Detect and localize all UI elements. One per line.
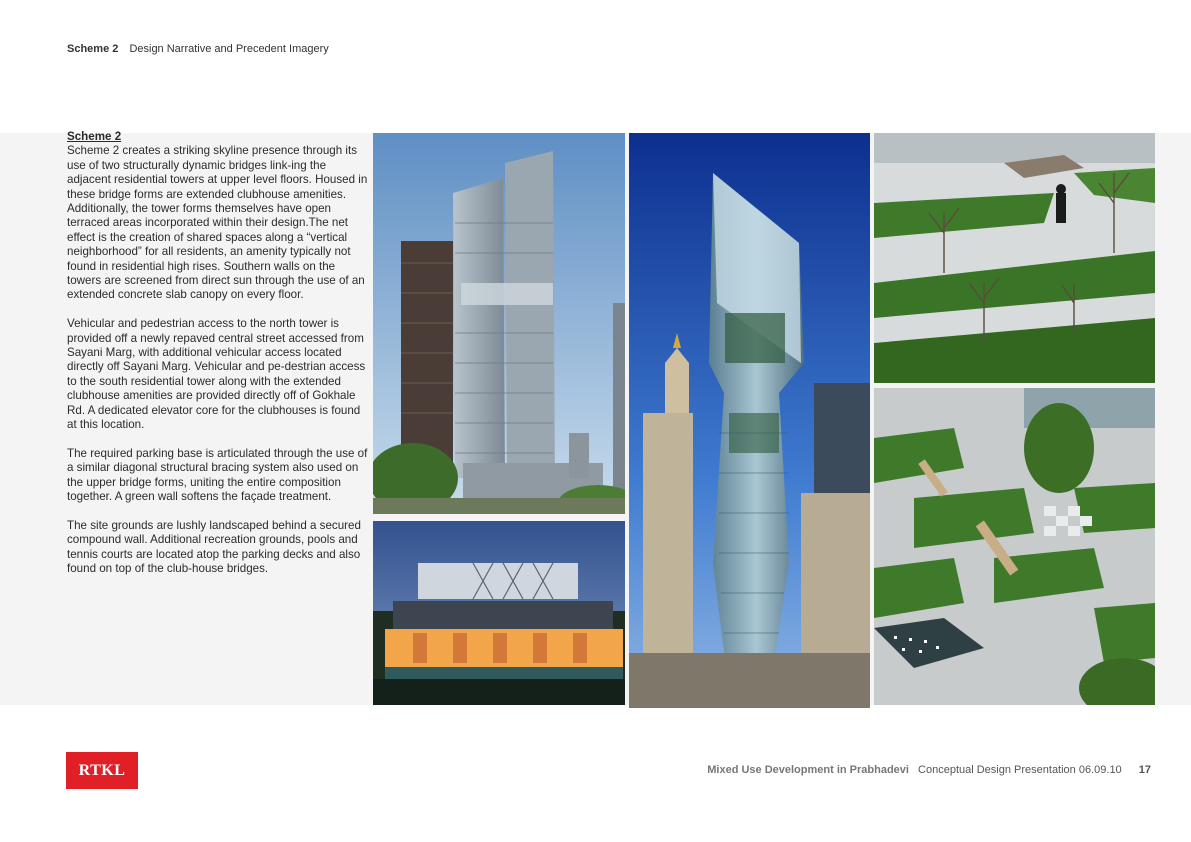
- photo-landscaped-lawns: [874, 133, 1155, 383]
- photo-stacked-building: [373, 521, 625, 705]
- footer-presentation: Conceptual Design Presentation: [918, 764, 1076, 776]
- narrative-paragraph-1: Scheme 2 creates a striking skyline presence through its use of two structurally dynamic bridges link-ing the adjacent residential towers at upper level floors. Housed in these bridge forms are extended clubhouse amenities. Additionally, the tower forms themselves have open terraced areas incorporated within their design.The net effect is the creation of shared spaces along a “vertical neighborhood” for all residents, an amenity typically not found in residential high rises. Southern walls on the towers are screened from direct sun through the use of an extended concrete slab canopy on every floor.: [67, 144, 368, 302]
- narrative-text: [67, 130, 372, 591]
- footer-date: 06.09.10: [1078, 764, 1122, 776]
- header-title: Design Narrative and Precedent Imagery: [129, 43, 329, 55]
- narrative-paragraph-4: The site grounds are lushly landscaped behind a secured compound wall. Additional recreation grounds, pools and tennis courts are located atop the parking decks and also found on top of the club-house bridges.: [67, 518, 361, 576]
- page-number: 17: [1138, 764, 1151, 776]
- rtkl-logo: RTKL: [66, 752, 138, 789]
- photo-glass-tower: [629, 133, 870, 708]
- narrative-paragraph-3: The required parking base is articulated through the use of a similar diagonal structural bracing system also used on the upper bridge forms, uniting the entire composition together. A green wall softens the façade treatment.: [67, 446, 368, 504]
- narrative-heading: Scheme 2: [67, 130, 122, 143]
- header-scheme: Scheme 2: [67, 43, 119, 55]
- footer-project: Mixed Use Development in Prabhadevi: [707, 764, 909, 776]
- page-header: [67, 43, 329, 55]
- page-footer: [707, 764, 1151, 776]
- narrative-paragraph-2: Vehicular and pedestrian access to the north tower is provided off a newly repaved central street accessed from Sayani Marg, with additional vehicular access located directly off Sayani Marg. Vehicular and pe-destrian access to the south residential tower along with the extended clubhouse amenities are provided directly off of Gokhale Rd. A dedicated elevator core for the clubhouses is found at this location.: [67, 317, 366, 432]
- photo-twin-towers: [373, 133, 625, 514]
- photo-plaza-chess: [874, 388, 1155, 705]
